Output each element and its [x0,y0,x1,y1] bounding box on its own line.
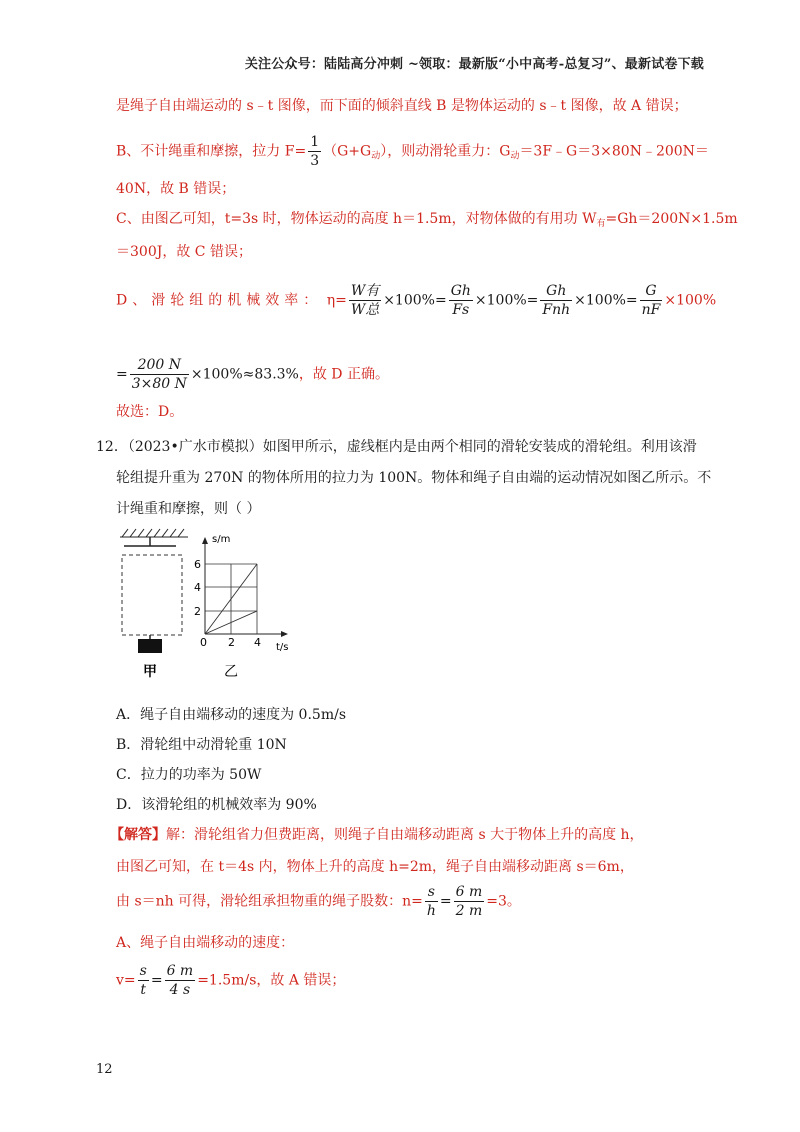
solution-line-1: 是绳子自由端运动的 s﹣t 图像，而下面的倾斜直线 B 是物体运动的 s﹣t 图像，故 A 错误； [116,98,688,114]
y-tick-label: 2 [194,605,201,618]
question-figure [112,526,302,684]
page-header: 关注公众号：陆陆高分冲刺 ~领取：最新版“小中高考-总复习”、最新试卷下载 [244,57,704,72]
x-axis-label: t/s [276,642,289,653]
figure-label-a: 甲 [143,664,157,680]
solution-line-3: 40N，故 B 错误； [116,181,236,197]
page-number: 12 [96,1062,113,1077]
x-tick-label: 2 [228,636,235,649]
answer-line-3: 由 s＝nh 可得，滑轮组承担物重的绳子股数：n= $\frac{s}{h}$ = $\frac{6 m}{2 m}$ =3。 [116,884,521,919]
answer-line-4: A、绳子自由端移动的速度： [116,935,295,951]
fraction-g-nf: $\frac{G}{nF}$ [641,283,661,318]
x-axis-arrow [281,631,288,637]
fraction-s-over-h: $\frac{s}{h}$ [426,884,436,919]
solution-line-4: C、由图乙可知，t=3s 时，物体运动的高度 h＝1.5m，对物体做的有用功 $W_有=Gh=200N\times 1.5m$ [116,211,738,229]
x-tick-label: 4 [254,636,261,649]
fraction-200-over-240: $\frac{200 N}{3\times 80 N}$ [131,357,187,392]
pulley-dashed-box [122,555,182,635]
y-tick-label: 6 [194,558,201,571]
option-a: A．绳子自由端移动的速度为 0.5m/s [116,707,347,723]
ceiling-hatch [120,529,188,537]
fraction-s-over-t: $\frac{s}{t}$ [139,963,147,998]
answer-line-1: 【解答】解：滑轮组省力但费距离，则绳子自由端移动距离 s 大于物体上升的高度 h， [110,827,644,843]
choice-line: 故选：D。 [116,404,184,420]
s-t-graph [194,534,289,653]
y-tick-label: 4 [194,581,201,594]
y-axis-arrow [202,537,208,544]
answer-line-5: v= $\frac{s}{t}$ = $\frac{6 m}{4 s}$ =1.5m/s，故 A 错误； [116,963,346,998]
answer-tag: 【解答】 [110,827,166,843]
figure-label-b: 乙 [224,664,238,680]
option-b: B．滑轮组中动滑轮重 10N [116,737,287,753]
text: B、不计绳重和摩擦，拉力 F= [116,143,307,160]
answer-line-2: 由图乙可知，在 t＝4s 内，物体上升的高度 h=2m，绳子自由端移动距离 s＝6m， [116,859,634,875]
fraction-gh-fs: $\frac{Gh}{Fs}$ [450,283,471,318]
efficiency-label: D、滑轮组的机械效率： [116,292,323,309]
option-c: C．拉力的功率为 50W [116,767,262,783]
question-line-3: 计绳重和摩擦，则（ ） [116,501,261,517]
fraction-6m-over-2m: $\frac{6 m}{2 m}$ [455,884,483,919]
question-line-1: 12．（2023•广水市模拟）如图甲所示，虚线框内是由两个相同的滑轮安装成的滑轮组。利用该滑 [96,439,697,455]
fraction-w-useful-over-total: $\frac{\text{W有}}{\text{W总}}$ [350,283,380,318]
solution-line-2: B、不计绳重和摩擦，拉力 F= $\frac{1}{3}$ $(G+G_动)$，则动滑轮重力：$G_动=3F﹣G=3\times 80N﹣200N=$ [116,134,709,169]
solution-line-5: ＝300J，故 C 错误； [116,244,252,260]
efficiency-formula: D、滑轮组的机械效率： η= $\frac{\text{W有}}{\text{W总}}$ ×100%= $\frac{Gh}{Fs}$ ×100%= $\frac{Gh}{\text{Fnh}}$ ×100%= $\frac{G}{nF}$ ×100% [116,283,717,318]
load-block [138,639,162,653]
question-line-2: 轮组提升重为 270N 的物体所用的拉力为 100N。物体和绳子自由端的运动情况如图乙所示。不 [116,470,712,486]
y-axis-label: s/m [212,534,231,545]
x-tick-label: 0 [200,636,207,649]
option-d: D．该滑轮组的机械效率为 90% [116,797,317,813]
fraction-one-third: $\frac{1}{3}$ [310,134,320,169]
fraction-gh-fnh: $\frac{Gh}{\text{Fnh}}$ [542,283,571,318]
fraction-6m-over-4s: $\frac{6 m}{4 s}$ [166,963,194,998]
efficiency-result: = $\frac{200 N}{3\times 80 N}$ ×100%≈83.3%，故 D 正确。 [116,357,389,392]
